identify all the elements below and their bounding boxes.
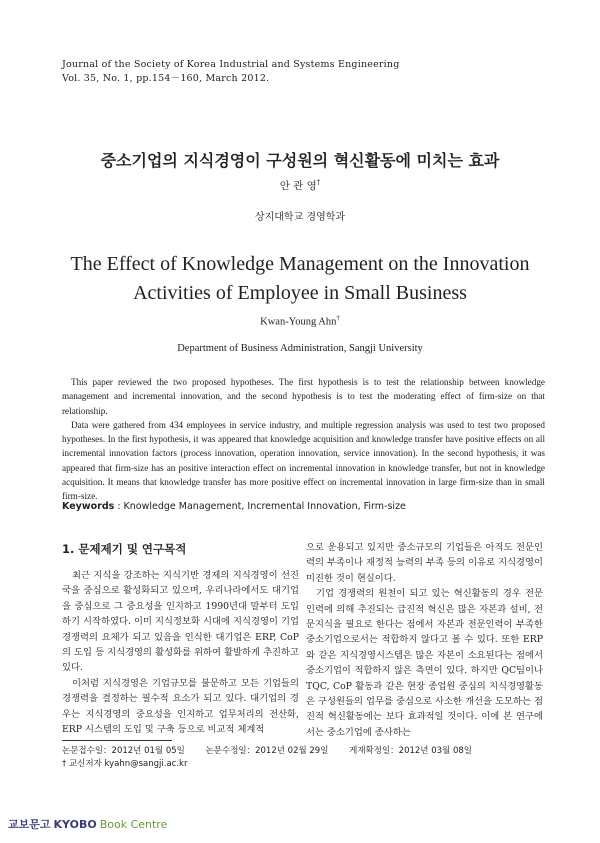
korean-title: 중소기업의 지식경영이 구성원의 혁신활동에 미치는 효과 — [100, 151, 500, 170]
keywords-text: : Knowledge Management, Incremental Innovation, Firm-size — [117, 501, 406, 512]
received-date: 논문접수일：2012년 01월 05일 — [62, 746, 185, 756]
korean-author-name: 안 관 영 — [279, 180, 317, 192]
footnote-dates — [62, 745, 490, 758]
kyobo-logo — [8, 816, 167, 832]
keywords — [62, 501, 406, 512]
body-paragraph: 으로 운용되고 있지만 중소규모의 기업들은 아직도 전문인력의 부족이나 재정적 능력의 부족 등의 이유로 지식경영이 미진한 것이 현실이다. — [306, 542, 543, 584]
body-column-left — [62, 568, 299, 737]
section-heading: 1. 문제제기 및 연구목적 — [62, 542, 187, 556]
brand-latin: KYOBO — [53, 818, 97, 831]
keywords-label: Keywords — [62, 501, 115, 512]
body-column-right — [306, 540, 543, 740]
english-author — [0, 314, 600, 328]
footnote-divider — [62, 740, 172, 741]
brand-suffix: Book Centre — [99, 818, 168, 831]
english-author-name: Kwan-Young Ahn — [260, 316, 337, 328]
english-title — [0, 250, 600, 308]
journal-volume: Vol. 35, No. 1, pp.154－160, March 2012. — [62, 73, 270, 84]
korean-author — [0, 178, 600, 193]
english-affiliation: Department of Business Administration, Sangji University — [177, 343, 423, 354]
english-author-mark: † — [336, 314, 340, 322]
english-title-line2: Activities of Employee in Small Business — [133, 282, 467, 304]
korean-author-mark: † — [316, 178, 321, 187]
footnote — [62, 745, 490, 771]
abstract-paragraph: This paper reviewed the two proposed hypotheses. The first hypothesis is to test the relationship between knowledge management and incremental innovation, and the second hypothesis is to test the moderating effect of firm-size on that relationship. — [62, 377, 545, 416]
body-paragraph: 이처럼 지식경영은 기업규모를 불문하고 모든 기업들의 경쟁력을 결정하는 필수적 요소가 되고 있다. 대기업의 경우는 지식경영의 중요성을 인지하고 업무처리의 전산화, ERP 시스템의 도입 및 구축 등으로 비교적 체계적 — [62, 677, 299, 736]
accepted-date: 게재확정일：2012년 03월 08일 — [349, 746, 472, 756]
abstract — [62, 375, 545, 504]
journal-header — [62, 58, 400, 86]
revised-date: 논문수정일：2012년 02월 29일 — [205, 746, 329, 756]
body-paragraph: 최근 지식을 강조하는 지식기반 경제의 지식경영이 선진국을 중심으로 활성화되고 있으며, 우리나라에서도 대기업을 중심으로 그 중요성을 인지하고 1990년대 말부터 도입하기 시작하였다. 이미 지식정보화 시대에 지식경영이 기업 경쟁력의 요체가 되고 있음을 인식한 대기업은 ERP, CoP의 도입 등 지식경영의 활성화를 위하여 활발하게 추진하고 있다. — [62, 570, 299, 674]
corresponding-author: † 교신저자 kyahn@sangji.ac.kr — [62, 759, 188, 769]
journal-name: Journal of the Society of Korea Industrial and Systems Engineering — [62, 59, 400, 70]
abstract-paragraph: Data were gathered from 434 employees in service industry, and multiple regression analysis was used to test two proposed hypotheses. In the first hypothesis, it was appeared that knowledge acquisition and knowledge transfer have positive effects on all incremental innovation factors (process innovation, operation innovation, service innovation). In the second hypothesis, it was appeared that firm-size has an positive interaction effect on incremental innovation in knowledge transfer, but not in knowledge acquisition. It means that knowledge transfer has more positive effect on incremental innovation in large firm-size than in small firm-size. — [62, 419, 545, 502]
korean-affiliation: 상지대학교 경영학과 — [254, 212, 346, 223]
body-paragraph: 기업 경쟁력의 원천이 되고 있는 혁신활동의 경우 전문인력에 의해 추진되는 급진적 혁신은 많은 자본과 설비, 전문지식을 필요로 한다는 점에서 자본과 전문인력이 부족한 중소기업으로서는 적합하지 않다고 볼 수 있다. 또한 ERP와 같은 지식경영시스템은 많은 자본이 소요된다는 점에서 중소기업이 적합하지 않은 측면이 있다. 하지만 QC팀이나 TQC, CoP 활동과 같은 현장 종업원 중심의 지식경영활동은 구성원들의 업무를 중심으로 사소한 개선을 도모하는 점진적 혁신활동에는 보다 효과적일 것이다. 이에 본 연구에서는 중소기업에 종사하는 — [306, 588, 543, 738]
brand-korean: 교보문고 — [8, 818, 51, 831]
english-title-line1: The Effect of Knowledge Management on the Innovation — [70, 253, 530, 275]
